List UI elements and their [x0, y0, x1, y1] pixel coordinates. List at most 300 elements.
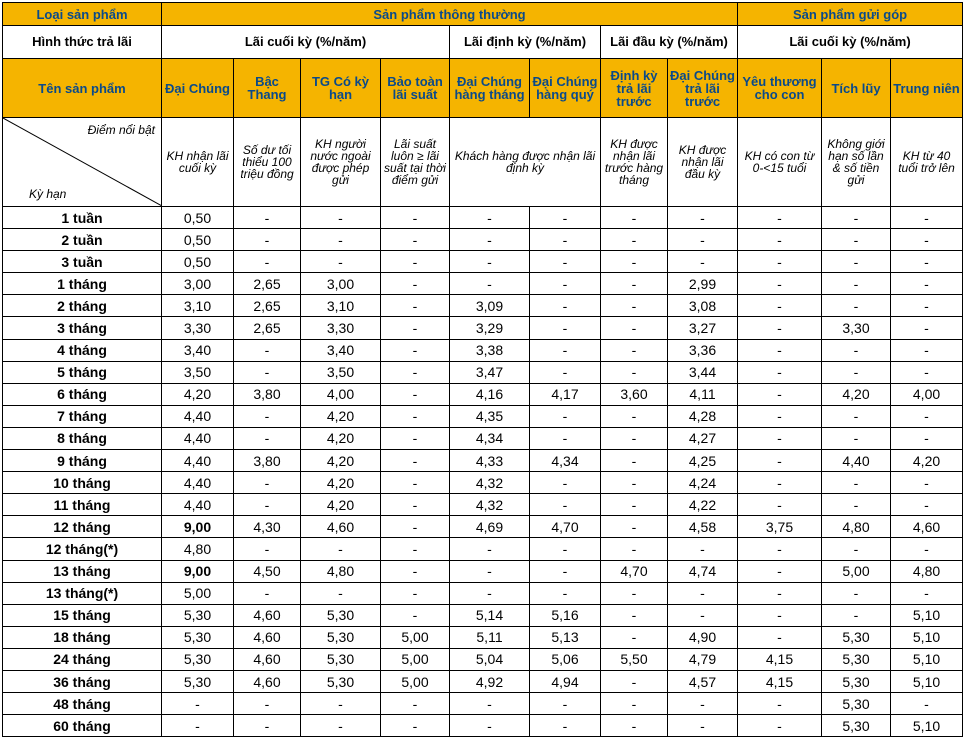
rate-cell: 4,20 — [891, 450, 963, 472]
rate-cell: 4,40 — [162, 427, 234, 449]
rate-cell: 2,65 — [234, 295, 301, 317]
rate-cell: - — [738, 450, 822, 472]
rate-cell: - — [601, 251, 668, 273]
rate-cell: 5,10 — [891, 648, 963, 670]
rate-cell: 4,69 — [450, 516, 530, 538]
highlight-text: KH từ 40 tuổi trở lên — [891, 118, 963, 207]
rate-cell: 5,14 — [450, 604, 530, 626]
term-cell: 13 tháng(*) — [3, 582, 162, 604]
rate-cell: 5,04 — [450, 648, 530, 670]
table-row — [3, 405, 963, 427]
rate-cell: 5,10 — [891, 670, 963, 692]
product-name: Đại Chúng hàng tháng — [450, 59, 530, 118]
term-cell: 12 tháng(*) — [3, 538, 162, 560]
rate-cell: 4,40 — [162, 405, 234, 427]
rate-cell: 4,94 — [530, 670, 601, 692]
rate-cell: - — [601, 339, 668, 361]
rate-cell: - — [738, 273, 822, 295]
rate-cell: 4,20 — [301, 450, 381, 472]
rate-cell: 4,24 — [668, 472, 738, 494]
rate-cell: - — [822, 582, 891, 604]
rate-cell: - — [530, 560, 601, 582]
term-cell: 4 tháng — [3, 339, 162, 361]
rate-cell: - — [530, 427, 601, 449]
rate-cell: 4,32 — [450, 472, 530, 494]
rate-cell: 4,90 — [668, 626, 738, 648]
term-cell: 12 tháng — [3, 516, 162, 538]
product-type-label: Loại sản phẩm — [3, 3, 162, 26]
rate-cell: 5,30 — [822, 670, 891, 692]
rate-cell: 4,80 — [891, 560, 963, 582]
highlight-text: Lãi suất luôn ≥ lãi suất tại thời điểm gửi — [381, 118, 450, 207]
rate-cell: - — [234, 693, 301, 715]
rate-cell: 3,60 — [601, 383, 668, 405]
product-name: Đại Chúng hàng quý — [530, 59, 601, 118]
rate-cell: 4,15 — [738, 670, 822, 692]
rate-cell: 4,20 — [301, 405, 381, 427]
rate-cell: 4,11 — [668, 383, 738, 405]
rate-cell: - — [891, 229, 963, 251]
rate-cell: - — [301, 538, 381, 560]
rate-cell: - — [381, 693, 450, 715]
rate-cell: 3,44 — [668, 361, 738, 383]
rate-cell: - — [822, 405, 891, 427]
rate-cell: 3,47 — [450, 361, 530, 383]
table-row — [3, 229, 963, 251]
rate-cell: 3,08 — [668, 295, 738, 317]
rate-cell: 5,30 — [301, 648, 381, 670]
rate-cell: 9,00 — [162, 560, 234, 582]
rate-cell: - — [891, 361, 963, 383]
rate-cell: - — [601, 317, 668, 339]
rate-cell: - — [381, 317, 450, 339]
rate-cell: - — [891, 251, 963, 273]
rate-cell: - — [381, 273, 450, 295]
table-row — [3, 648, 963, 670]
highlight-text: KH nhận lãi cuối kỳ — [162, 118, 234, 207]
rate-cell: - — [301, 693, 381, 715]
rate-cell: 3,27 — [668, 317, 738, 339]
rate-cell: - — [381, 339, 450, 361]
product-name: Bảo toàn lãi suất — [381, 59, 450, 118]
product-name: Đại Chúng trả lãi trước — [668, 59, 738, 118]
rate-cell: 3,50 — [162, 361, 234, 383]
rate-cell: - — [601, 361, 668, 383]
rate-cell: 5,10 — [891, 626, 963, 648]
rate-cell: 4,30 — [234, 516, 301, 538]
rate-cell: - — [530, 339, 601, 361]
rate-cell: 3,09 — [450, 295, 530, 317]
rate-cell: - — [381, 715, 450, 737]
rate-cell: 4,79 — [668, 648, 738, 670]
rate-cell: - — [381, 405, 450, 427]
table-row — [3, 538, 963, 560]
rate-cell: 3,80 — [234, 450, 301, 472]
rate-cell: 4,60 — [234, 648, 301, 670]
term-cell: 3 tháng — [3, 317, 162, 339]
rate-cell: - — [601, 516, 668, 538]
rate-cell: - — [738, 317, 822, 339]
table-row — [3, 693, 963, 715]
end-term-savings-header: Lãi cuối kỳ (%/năm) — [738, 26, 963, 59]
rate-cell: 4,34 — [530, 450, 601, 472]
table-row — [3, 494, 963, 516]
rate-cell: - — [601, 450, 668, 472]
rate-cell: 5,30 — [162, 604, 234, 626]
rate-cell: 4,40 — [822, 450, 891, 472]
rate-cell: - — [891, 538, 963, 560]
product-name: TG Có kỳ hạn — [301, 59, 381, 118]
rate-cell: - — [234, 582, 301, 604]
table-row — [3, 295, 963, 317]
rate-cell: - — [381, 582, 450, 604]
rate-cell: - — [450, 582, 530, 604]
rate-cell: 5,30 — [162, 648, 234, 670]
rate-cell: - — [738, 229, 822, 251]
rate-cell: - — [738, 251, 822, 273]
rate-cell: - — [822, 273, 891, 295]
rate-cell: 4,27 — [668, 427, 738, 449]
rate-cell: - — [822, 295, 891, 317]
product-name: Định kỳ trả lãi trước — [601, 59, 668, 118]
rate-cell: - — [822, 494, 891, 516]
table-row — [3, 383, 963, 405]
rate-cell: - — [381, 516, 450, 538]
term-cell: 18 tháng — [3, 626, 162, 648]
rate-cell: - — [601, 494, 668, 516]
rate-cell: 9,00 — [162, 516, 234, 538]
rate-cell: - — [668, 538, 738, 560]
rate-cell: - — [738, 626, 822, 648]
rate-cell: - — [530, 472, 601, 494]
rate-cell: - — [601, 472, 668, 494]
upfront-header: Lãi đầu kỳ (%/năm) — [601, 26, 738, 59]
rate-cell: - — [234, 715, 301, 737]
rate-cell: 4,17 — [530, 383, 601, 405]
rate-cell: 4,60 — [301, 516, 381, 538]
rate-cell: - — [738, 494, 822, 516]
rate-cell: - — [234, 229, 301, 251]
rate-cell: - — [738, 405, 822, 427]
rate-cell: - — [530, 295, 601, 317]
rate-cell: - — [301, 251, 381, 273]
rate-cell: 3,00 — [162, 273, 234, 295]
rate-cell: - — [891, 693, 963, 715]
rate-cell: - — [891, 295, 963, 317]
rate-cell: 5,00 — [381, 670, 450, 692]
term-cell: 2 tuần — [3, 229, 162, 251]
rate-cell: - — [450, 715, 530, 737]
rate-cell: - — [234, 405, 301, 427]
highlight-text: KH có con từ 0-<15 tuổi — [738, 118, 822, 207]
rate-cell: - — [891, 317, 963, 339]
rate-cell: - — [601, 670, 668, 692]
rate-cell: - — [891, 405, 963, 427]
rate-cell: 3,29 — [450, 317, 530, 339]
rate-cell: 4,80 — [301, 560, 381, 582]
rate-cell: 5,00 — [822, 560, 891, 582]
rate-cell: 4,40 — [162, 450, 234, 472]
rate-cell: - — [738, 427, 822, 449]
table-row — [3, 207, 963, 229]
rate-cell: - — [891, 582, 963, 604]
rate-cell: - — [381, 383, 450, 405]
rate-cell: - — [738, 361, 822, 383]
rate-cell: - — [530, 273, 601, 295]
product-name-label: Tên sản phẩm — [3, 59, 162, 118]
rate-cell: 5,16 — [530, 604, 601, 626]
rate-cell: - — [891, 494, 963, 516]
rate-cell: 4,60 — [891, 516, 963, 538]
rate-cell: - — [738, 207, 822, 229]
rate-cell: - — [822, 604, 891, 626]
rate-cell: 0,50 — [162, 251, 234, 273]
rate-cell: 2,65 — [234, 317, 301, 339]
rate-cell: 4,60 — [234, 626, 301, 648]
rate-cell: - — [301, 229, 381, 251]
rate-cell: - — [601, 273, 668, 295]
rate-cell: - — [381, 538, 450, 560]
rate-cell: 3,75 — [738, 516, 822, 538]
rate-cell: - — [450, 273, 530, 295]
rate-cell: 5,30 — [301, 670, 381, 692]
rate-cell: 3,36 — [668, 339, 738, 361]
term-cell: 48 tháng — [3, 693, 162, 715]
rate-cell: 4,00 — [301, 383, 381, 405]
rate-cell: - — [381, 450, 450, 472]
rate-cell: 5,00 — [381, 648, 450, 670]
rate-cell: - — [381, 229, 450, 251]
rate-cell: 5,30 — [822, 626, 891, 648]
rate-cell: 4,20 — [301, 494, 381, 516]
highlight-text: KH người nước ngoài được phép gửi — [301, 118, 381, 207]
rate-cell: 4,80 — [162, 538, 234, 560]
rate-cell: - — [668, 604, 738, 626]
rate-cell: 3,38 — [450, 339, 530, 361]
rate-cell: - — [668, 229, 738, 251]
table-row — [3, 626, 963, 648]
rate-cell: 3,10 — [301, 295, 381, 317]
rate-cell: 5,10 — [891, 715, 963, 737]
rate-cell: 4,80 — [822, 516, 891, 538]
rate-cell: - — [450, 560, 530, 582]
rate-cell: - — [822, 361, 891, 383]
rate-cell: - — [381, 604, 450, 626]
rate-cell: 5,06 — [530, 648, 601, 670]
rate-cell: - — [381, 207, 450, 229]
table-row — [3, 472, 963, 494]
rate-cell: - — [668, 251, 738, 273]
rate-cell: 4,16 — [450, 383, 530, 405]
rate-cell: 4,15 — [738, 648, 822, 670]
rate-cell: - — [668, 207, 738, 229]
rate-cell: - — [234, 207, 301, 229]
rate-cell: 4,92 — [450, 670, 530, 692]
rate-cell: 4,70 — [530, 516, 601, 538]
term-cell: 6 tháng — [3, 383, 162, 405]
rate-cell: - — [301, 582, 381, 604]
rate-cell: 5,30 — [301, 626, 381, 648]
rate-cell: 4,60 — [234, 670, 301, 692]
rate-cell: - — [822, 251, 891, 273]
rate-cell: 5,50 — [601, 648, 668, 670]
table-row — [3, 450, 963, 472]
table-row — [3, 339, 963, 361]
rate-cell: - — [162, 693, 234, 715]
rate-cell: 3,30 — [162, 317, 234, 339]
rate-cell: - — [738, 538, 822, 560]
term-cell: 7 tháng — [3, 405, 162, 427]
rate-cell: - — [450, 693, 530, 715]
rate-cell: - — [738, 693, 822, 715]
rate-cell: 3,80 — [234, 383, 301, 405]
rate-cell: - — [891, 339, 963, 361]
rate-cell: - — [234, 494, 301, 516]
rate-cell: - — [234, 361, 301, 383]
term-cell: 3 tuần — [3, 251, 162, 273]
rate-cell: 3,30 — [301, 317, 381, 339]
rate-cell: 5,30 — [822, 715, 891, 737]
rate-cell: - — [530, 229, 601, 251]
header-row-product-type — [3, 3, 963, 26]
term-cell: 15 tháng — [3, 604, 162, 626]
rate-cell: - — [668, 693, 738, 715]
rate-cell: - — [381, 494, 450, 516]
rate-cell: - — [738, 582, 822, 604]
table-row — [3, 715, 963, 737]
highlight-text: Không giới hạn số lần & số tiền gửi — [822, 118, 891, 207]
term-cell: 11 tháng — [3, 494, 162, 516]
rate-cell: - — [162, 715, 234, 737]
rate-cell: 4,60 — [234, 604, 301, 626]
rate-cell: - — [738, 383, 822, 405]
savings-products-header: Sản phẩm gửi góp — [738, 3, 963, 26]
table-row — [3, 582, 963, 604]
rate-cell: - — [381, 560, 450, 582]
rate-cell: - — [530, 405, 601, 427]
rate-cell: 4,35 — [450, 405, 530, 427]
rate-cell: 4,20 — [301, 472, 381, 494]
term-cell: 36 tháng — [3, 670, 162, 692]
rate-cell: 4,40 — [162, 472, 234, 494]
rate-cell: - — [738, 295, 822, 317]
rate-cell: 4,33 — [450, 450, 530, 472]
rate-cell: - — [234, 339, 301, 361]
rate-cell: - — [301, 715, 381, 737]
rate-cell: 2,65 — [234, 273, 301, 295]
interest-method-label: Hình thức trả lãi — [3, 26, 162, 59]
highlight-text: Số dư tối thiểu 100 triệu đồng — [234, 118, 301, 207]
highlight-text: KH được nhận lãi trước hàng tháng — [601, 118, 668, 207]
standard-products-header: Sản phẩm thông thường — [162, 3, 738, 26]
rate-cell: - — [891, 207, 963, 229]
rate-cell: 3,30 — [822, 317, 891, 339]
rate-cell: - — [530, 317, 601, 339]
rate-cell: - — [450, 538, 530, 560]
rate-cell: - — [530, 251, 601, 273]
rate-cell: 4,74 — [668, 560, 738, 582]
rate-cell: 0,50 — [162, 207, 234, 229]
rate-cell: - — [822, 207, 891, 229]
rate-cell: 5,30 — [822, 693, 891, 715]
rate-cell: - — [891, 273, 963, 295]
rate-cell: - — [822, 229, 891, 251]
rate-cell: - — [601, 626, 668, 648]
term-cell: 60 tháng — [3, 715, 162, 737]
rate-cell: - — [381, 361, 450, 383]
highlight-text: KH được nhận lãi đầu kỳ — [668, 118, 738, 207]
end-term-header: Lãi cuối kỳ (%/năm) — [162, 26, 450, 59]
rate-cell: - — [234, 538, 301, 560]
table-row — [3, 427, 963, 449]
rate-cell: - — [601, 715, 668, 737]
rate-cell: - — [450, 229, 530, 251]
rate-cell: 5,30 — [162, 626, 234, 648]
product-name: Đại Chúng — [162, 59, 234, 118]
rate-cell: - — [822, 472, 891, 494]
diagonal-header-cell — [3, 118, 162, 207]
interest-rate-table — [2, 2, 963, 737]
rate-cell: - — [381, 427, 450, 449]
table-row — [3, 317, 963, 339]
rate-cell: 4,57 — [668, 670, 738, 692]
rate-cell: - — [668, 715, 738, 737]
table-row — [3, 604, 963, 626]
rate-cell: - — [822, 427, 891, 449]
rate-cell: - — [601, 604, 668, 626]
term-cell: 2 tháng — [3, 295, 162, 317]
rate-cell: 4,22 — [668, 494, 738, 516]
rate-cell: - — [738, 472, 822, 494]
rate-cell: 3,00 — [301, 273, 381, 295]
product-name: Trung niên — [891, 59, 963, 118]
rate-cell: - — [601, 693, 668, 715]
rate-cell: 4,58 — [668, 516, 738, 538]
table-row — [3, 560, 963, 582]
rate-cell: - — [738, 560, 822, 582]
term-cell: 24 tháng — [3, 648, 162, 670]
rate-cell: 3,10 — [162, 295, 234, 317]
term-cell: 10 tháng — [3, 472, 162, 494]
rate-cell: - — [601, 427, 668, 449]
rate-cell: - — [738, 715, 822, 737]
rate-cell: - — [668, 582, 738, 604]
table-row — [3, 516, 963, 538]
rate-cell: 4,32 — [450, 494, 530, 516]
product-name: Bậc Thang — [234, 59, 301, 118]
table-row — [3, 670, 963, 692]
rate-cell: - — [601, 207, 668, 229]
rate-cell: - — [738, 604, 822, 626]
header-row-highlights — [3, 118, 963, 207]
rate-cell: 5,30 — [822, 648, 891, 670]
rate-cell: 3,50 — [301, 361, 381, 383]
highlight-text: Khách hàng được nhận lãi định kỳ — [450, 118, 601, 207]
rate-cell: 4,00 — [891, 383, 963, 405]
rate-cell: 5,13 — [530, 626, 601, 648]
term-label: Kỳ hạn — [29, 187, 67, 201]
rate-cell: 4,20 — [822, 383, 891, 405]
rate-cell: - — [381, 251, 450, 273]
rate-cell: - — [601, 582, 668, 604]
rate-cell: - — [381, 295, 450, 317]
rate-cell: - — [822, 339, 891, 361]
rate-cell: - — [530, 538, 601, 560]
rate-cell: 4,25 — [668, 450, 738, 472]
table-row — [3, 273, 963, 295]
rate-cell: - — [601, 405, 668, 427]
rate-cell: - — [234, 472, 301, 494]
